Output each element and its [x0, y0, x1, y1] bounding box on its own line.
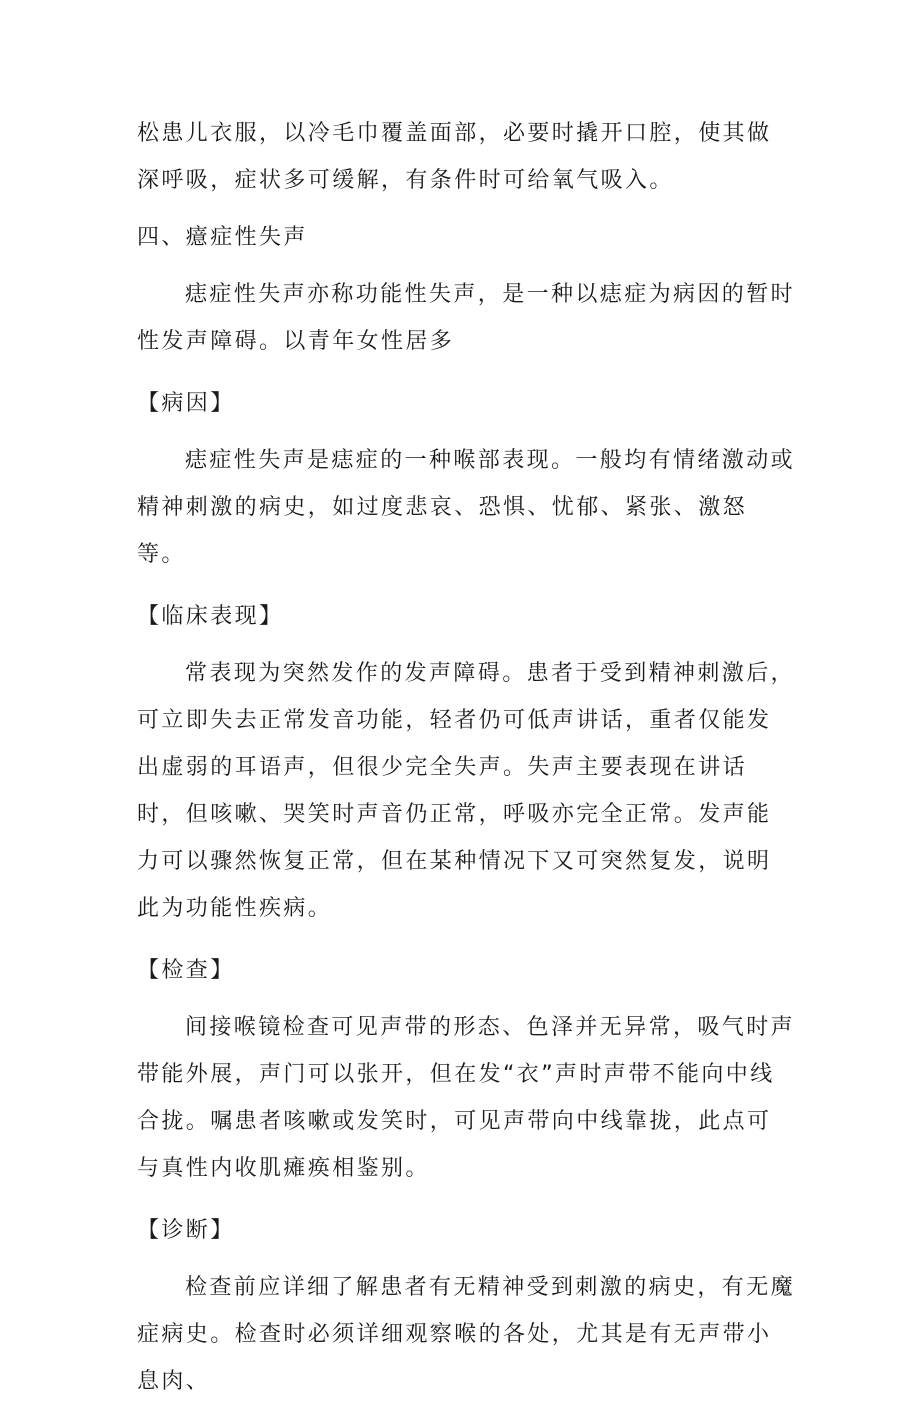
paragraph-cause: 痣症性失声是痣症的一种喉部表现。一般均有情绪激动或精神刺激的病史，如过度悲哀、恐惧、忧郁、紧张、激怒等。	[137, 448, 796, 567]
section-heading-hysterical-aphonia: 四、癔症性失声	[137, 225, 308, 250]
subheading-cause: 【病因】	[137, 391, 235, 416]
paragraph-definition: 痣症性失声亦称功能性失声，是一种以痣症为病因的暂时性发声障碍。以青年女性居多	[137, 282, 796, 354]
paragraph-exam: 间接喉镜检查可见声带的形态、色泽并无异常，吸气时声带能外展，声门可以张开，但在发“衣”声时声带不能向中线合拢。嘱患者咳嗽或发笑时，可见声带向中线靠拢，此点可与真性内收肌瘫痪相鉴别。	[137, 1015, 796, 1181]
subheading-clinical: 【临床表现】	[137, 604, 284, 629]
document-body	[137, 110, 795, 1405]
subheading-exam: 【检查】	[137, 958, 235, 983]
paragraph-diagnosis: 检查前应详细了解患者有无精神受到刺激的病史，有无魔症病史。检查时必须详细观察喉的各处，尤其是有无声带小息肉、	[137, 1275, 796, 1394]
subheading-diagnosis: 【诊断】	[137, 1218, 235, 1243]
paragraph-continued-treatment: 松患儿衣服，以冷毛巾覆盖面部，必要时撬开口腔，使其做深呼吸，症状多可缓解，有条件时可给氧气吸入。	[137, 121, 772, 193]
paragraph-clinical: 常表现为突然发作的发声障碍。患者于受到精神刺激后，可立即失去正常发音功能，轻者仍可低声讲话，重者仅能发出虚弱的耳语声，但很少完全失声。失声主要表现在讲话时，但咳嗽、哭笑时声音仍正常，呼吸亦完全正常。发声能力可以骤然恢复正常，但在某种情况下又可突然复发，说明此为功能性疾病。	[137, 661, 796, 921]
